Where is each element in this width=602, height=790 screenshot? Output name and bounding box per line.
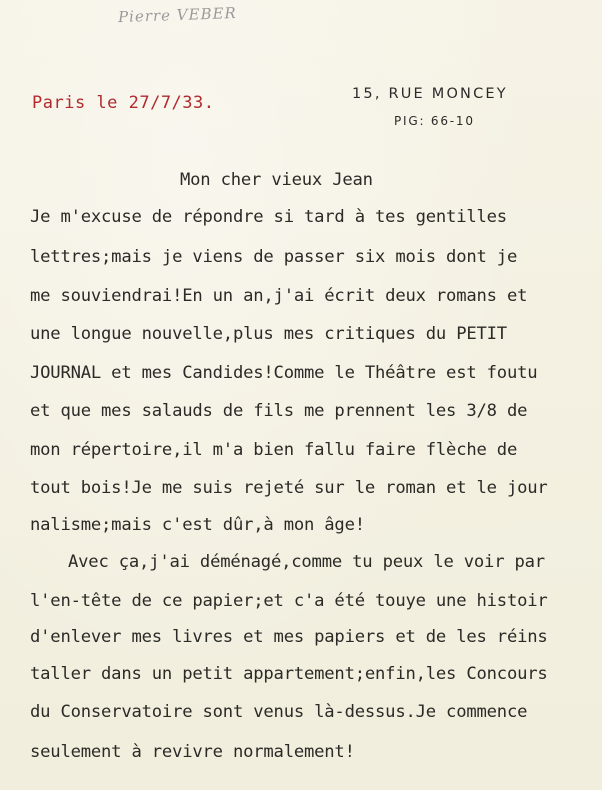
salutation: Mon cher vieux Jean	[180, 170, 373, 190]
letterhead-phone: PIG: 66-10	[394, 114, 475, 128]
body-line-12: d'enlever mes livres et mes papiers et de les réins	[30, 627, 548, 647]
body-line-1: Je m'excuse de répondre si tard à tes gentilles	[30, 207, 507, 227]
body-line-2: lettres;mais je viens de passer six mois dont je	[30, 247, 518, 267]
body-line-10: Avec ça,j'ai déménagé,comme tu peux le voir par	[68, 552, 545, 572]
body-line-5: JOURNAL et mes Candides!Comme le Théâtre est foutu	[30, 363, 538, 383]
body-line-11: l'en-tête de ce papier;et c'a été touye une histoir	[30, 591, 548, 611]
body-line-9: nalisme;mais c'est dûr,à mon âge!	[30, 515, 365, 535]
body-line-15: seulement à revivre normalement!	[30, 742, 355, 762]
body-line-4: une longue nouvelle,plus mes critiques du PETIT	[30, 324, 507, 344]
letterhead-address: 15, RUE MONCEY	[352, 86, 508, 102]
pencil-annotation: Pierre VEBER	[117, 3, 238, 27]
body-line-3: me souviendrai!En un an,j'ai écrit deux romans et	[30, 286, 528, 306]
dateline: Paris le 27/7/33.	[32, 93, 215, 113]
body-line-14: du Conservatoire sont venus là-dessus.Je commence	[30, 702, 528, 722]
body-line-6: et que mes salauds de fils me prennent les 3/8 de	[30, 401, 528, 421]
body-line-7: mon répertoire,il m'a bien fallu faire flèche de	[30, 440, 518, 460]
body-line-13: taller dans un petit appartement;enfin,les Concours	[30, 664, 548, 684]
body-line-8: tout bois!Je me suis rejeté sur le roman et le jour	[30, 478, 548, 498]
